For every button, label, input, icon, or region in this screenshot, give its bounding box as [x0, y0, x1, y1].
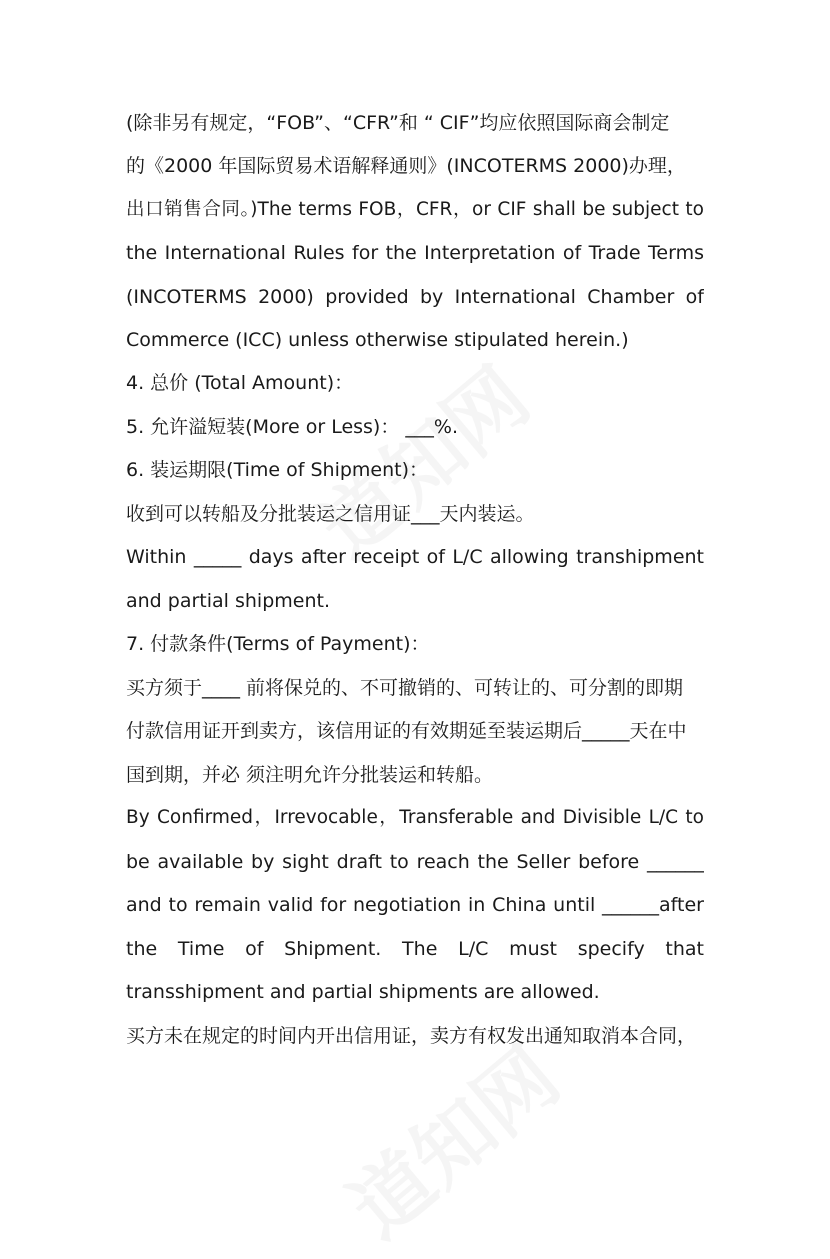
body-line-21: transshipment and partial shipments are allowed.: [126, 981, 600, 1003]
clause-7-terms-of-payment: 7. 付款条件(Terms of Payment)：: [126, 633, 430, 655]
body-line-20: the Time of Shipment. The L/C must specify that: [126, 938, 704, 960]
body-line-6: Commerce (ICC) unless otherwise stipulated herein.): [126, 329, 629, 351]
clause-4-total-amount: 4. 总价 (Total Amount)：: [126, 372, 354, 394]
body-line-17: By Confirmed，Irrevocable，Transferable and Divisible L/C to: [126, 807, 704, 828]
body-line-1: (除非另有规定，“FOB”、“CFR”和 “ CIF”均应依照国际商会制定: [126, 112, 670, 134]
body-line-18: be available by sight draft to reach the Seller before ______: [126, 851, 704, 873]
body-line-10: 收到可以转船及分批装运之信用证___天内装运。: [126, 503, 535, 525]
clause-6-time-of-shipment: 6. 装运期限(Time of Shipment)：: [126, 459, 429, 481]
body-line-19: and to remain valid for negotiation in China until ______after: [126, 894, 704, 916]
body-line-2: 的《2000 年国际贸易术语解释通则》(INCOTERMS 2000)办理，: [126, 155, 686, 177]
body-line-4: the International Rules for the Interpretation of Trade Terms: [126, 242, 704, 264]
clause-5-more-or-less: 5. 允许溢短装(More or Less)： ___%.: [126, 416, 458, 438]
body-line-12: and partial shipment.: [126, 590, 330, 612]
body-line-3: 出口销售合同。)The terms FOB，CFR，or CIF shall be subject to: [126, 199, 704, 220]
body-line-16: 国到期，并必 须注明允许分批装运和转船。: [126, 764, 494, 786]
body-line-5: (INCOTERMS 2000) provided by International Chamber of: [126, 286, 704, 308]
body-line-15: 付款信用证开到卖方，该信用证的有效期延至装运期后_____天在中: [126, 720, 687, 742]
watermark-bottom: [321, 1016, 579, 1258]
body-line-22: 买方未在规定的时间内开出信用证，卖方有权发出通知取消本合同，: [126, 1025, 697, 1047]
body-line-11: Within _____ days after receipt of L/C allowing transhipment: [126, 546, 704, 568]
body-line-14: 买方须于____ 前将保兑的、不可撤销的、可转让的、可分割的即期: [126, 677, 684, 699]
